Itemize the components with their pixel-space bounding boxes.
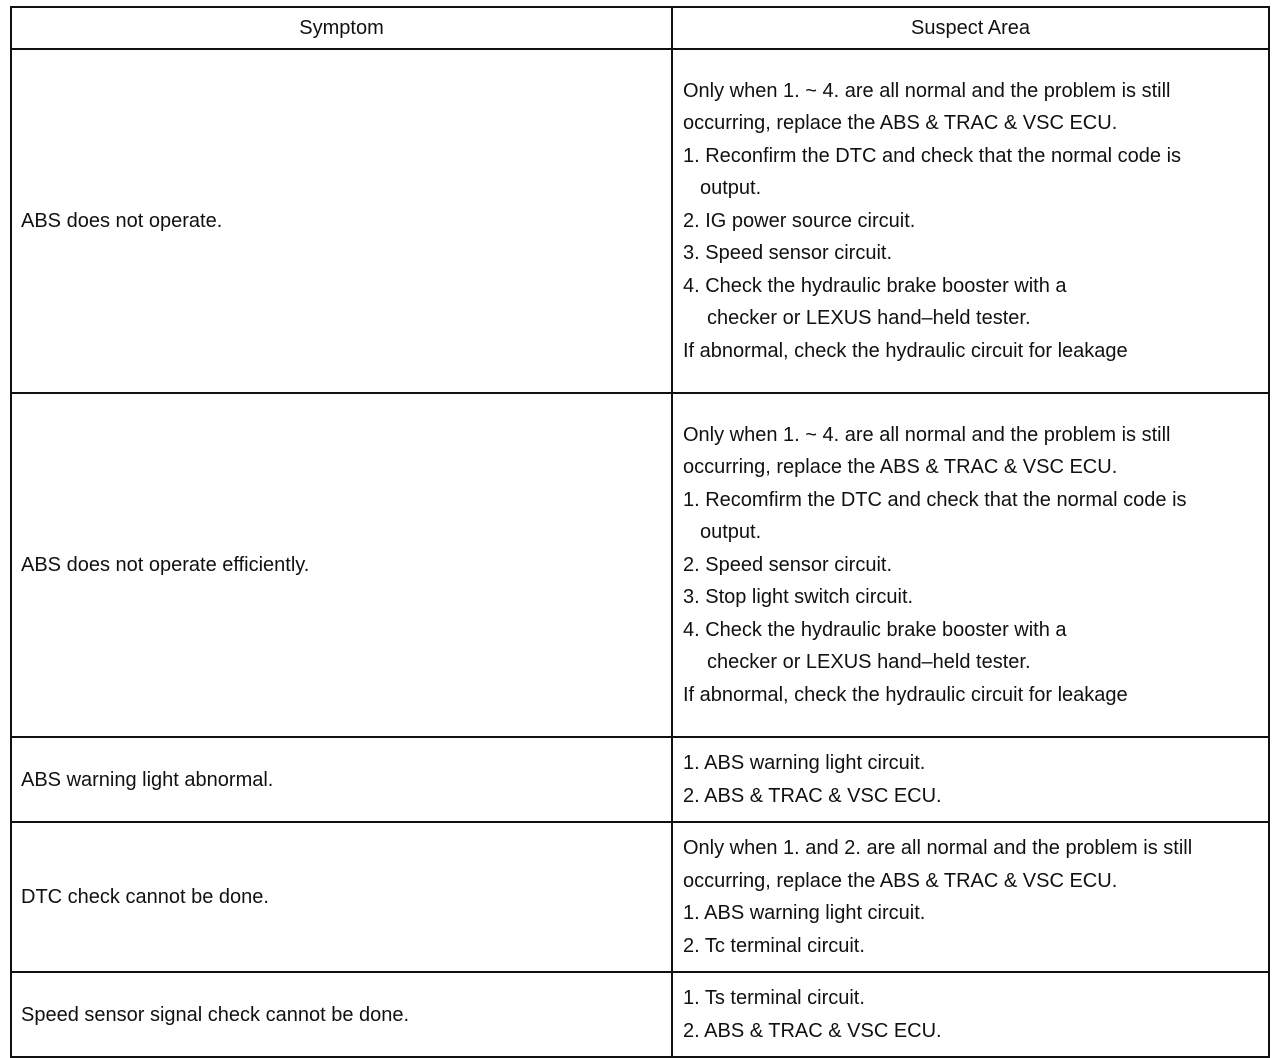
suspect-line: 4. Check the hydraulic brake booster with a xyxy=(683,618,1067,641)
suspect-line: Only when 1. ~ 4. are all normal and the problem is still xyxy=(683,423,1171,446)
suspect-line: occurring, replace the ABS & TRAC & VSC ECU. xyxy=(683,869,1118,892)
table-row xyxy=(11,972,1269,1057)
table-row xyxy=(11,822,1269,972)
suspect-line: occurring, replace the ABS & TRAC & VSC ECU. xyxy=(683,112,1118,135)
suspect-area-cell xyxy=(672,972,1269,1057)
suspect-line: occurring, replace the ABS & TRAC & VSC ECU. xyxy=(683,456,1118,479)
suspect-line: 1. Reconfirm the DTC and check that the normal code is xyxy=(683,144,1182,167)
suspect-line: If abnormal, check the hydraulic circuit for leakage xyxy=(683,683,1128,706)
suspect-line: 2. IG power source circuit. xyxy=(683,209,916,232)
symptom-cell: Speed sensor signal check cannot be done. xyxy=(11,972,672,1057)
suspect-area-cell xyxy=(672,49,1269,393)
suspect-line: 2. Tc terminal circuit. xyxy=(683,934,865,957)
table-row xyxy=(11,49,1269,393)
suspect-line: 2. ABS & TRAC & VSC ECU. xyxy=(683,1019,942,1042)
suspect-area-cell xyxy=(672,737,1269,822)
troubleshooting-table-container xyxy=(10,6,1268,1058)
suspect-line: 1. ABS warning light circuit. xyxy=(683,902,926,924)
suspect-line: Only when 1. ~ 4. are all normal and the problem is still xyxy=(683,79,1171,102)
header-symptom: Symptom xyxy=(11,7,672,49)
symptom-cell: DTC check cannot be done. xyxy=(11,822,672,972)
symptom-cell: ABS warning light abnormal. xyxy=(11,737,672,822)
troubleshooting-table xyxy=(10,6,1270,1058)
suspect-line: If abnormal, check the hydraulic circuit for leakage xyxy=(683,339,1128,362)
suspect-line: output. xyxy=(700,177,762,200)
suspect-line: Only when 1. and 2. are all normal and the problem is still xyxy=(683,837,1193,859)
table-row xyxy=(11,393,1269,737)
symptom-cell: ABS does not operate efficiently. xyxy=(11,393,672,737)
symptom-cell: ABS does not operate. xyxy=(11,49,672,393)
suspect-line: 2. ABS & TRAC & VSC ECU. xyxy=(683,784,942,807)
suspect-line: checker or LEXUS hand–held tester. xyxy=(707,651,1031,674)
suspect-line: 1. Ts terminal circuit. xyxy=(683,987,865,1009)
header-row xyxy=(11,7,1269,49)
suspect-line: 3. Stop light switch circuit. xyxy=(683,586,914,609)
suspect-line: 3. Speed sensor circuit. xyxy=(683,242,892,265)
suspect-line: 1. Recomfirm the DTC and check that the normal code is xyxy=(683,488,1187,511)
suspect-line: output. xyxy=(700,521,762,544)
suspect-line: checker or LEXUS hand–held tester. xyxy=(707,307,1031,330)
suspect-area-cell xyxy=(672,393,1269,737)
header-suspect-area: Suspect Area xyxy=(672,7,1269,49)
suspect-line: 2. Speed sensor circuit. xyxy=(683,553,892,576)
suspect-line: 1. ABS warning light circuit. xyxy=(683,752,926,774)
suspect-area-cell xyxy=(672,822,1269,972)
suspect-line: 4. Check the hydraulic brake booster with a xyxy=(683,274,1067,297)
table-row xyxy=(11,737,1269,822)
